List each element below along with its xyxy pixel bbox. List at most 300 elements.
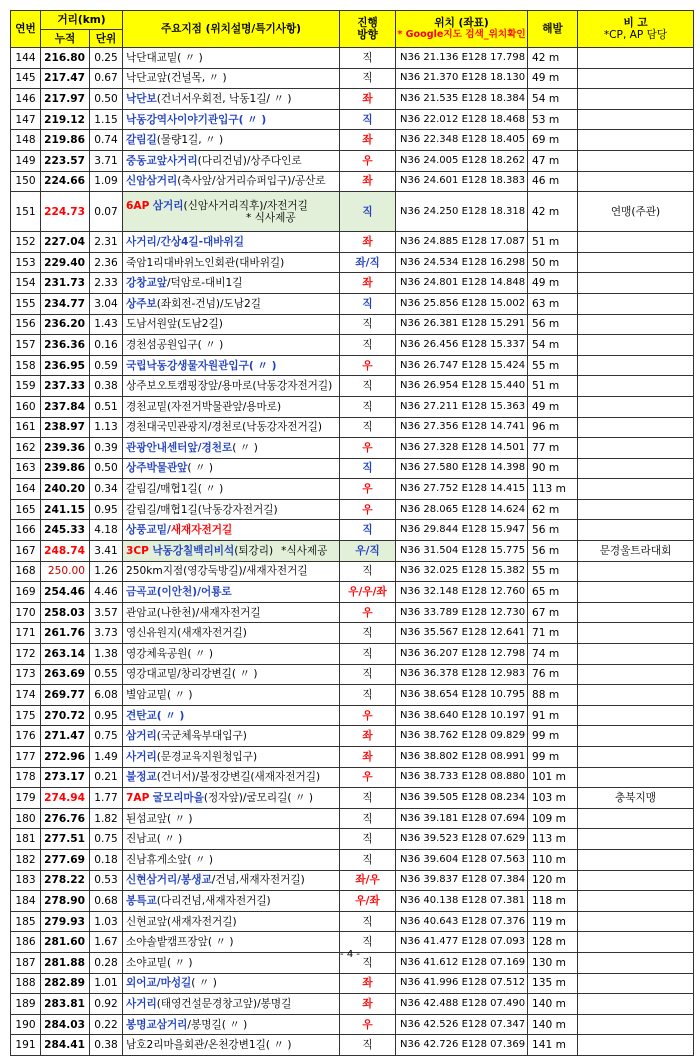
cumulative-km: 273.17 [41,767,90,788]
altitude: 113 m [528,479,578,500]
table-row [11,582,694,603]
waypoint-detail: ( 〃 ) [232,441,258,454]
remark [578,376,694,397]
segment-km: 1.09 [90,171,123,192]
header-direction-line1: 진행 [357,17,378,29]
cumulative-km: 227.04 [41,232,90,253]
waypoint-service: * 식사제공 [246,211,296,224]
segment-km: 0.28 [90,952,123,973]
waypoint-detail: 소야솔밭캠프장앞( 〃 ) [126,936,234,949]
remark [578,870,694,891]
cumulative-km: 276.76 [41,808,90,829]
header-position-sub: * Google지도 검색_위치확인 [397,29,526,40]
waypoint-detail: (신암사거리직후)/자전거길 [183,199,308,212]
direction: 우 [340,150,396,171]
row-number: 144 [11,48,41,69]
gps-coordinate: N36 38.654 E128 10.795 [396,685,528,706]
table-row [11,870,694,891]
remark [578,479,694,500]
cumulative-km: 239.36 [41,438,90,459]
cumulative-km: 279.93 [41,911,90,932]
remark [578,726,694,747]
row-number: 148 [11,130,41,151]
gps-coordinate: N36 35.567 E128 12.641 [396,623,528,644]
altitude: 49 m [528,273,578,294]
gps-coordinate: N36 21.535 E128 18.384 [396,89,528,110]
table-row [11,767,694,788]
waypoint-description [123,232,340,253]
direction: 직 [340,911,396,932]
waypoint-service: *식사제공 [281,544,328,557]
remark [578,232,694,253]
waypoint-detail: 250km지점(영강둑방길)/새재자전거길 [126,565,308,578]
waypoint-main: 봉특교 [126,894,157,907]
segment-km: 2.36 [90,252,123,273]
row-number: 175 [11,705,41,726]
cumulative-km: 239.86 [41,458,90,479]
altitude: 119 m [528,911,578,932]
waypoint-description [123,479,340,500]
header-cumulative: 누적 [41,30,90,48]
waypoint-main: 봉명교삼거리 [126,1018,188,1031]
remark [578,130,694,151]
altitude: 56 m [528,541,578,562]
segment-km: 3.73 [90,623,123,644]
altitude: 88 m [528,685,578,706]
waypoint-main: 사거리/간상4길-대바위길 [126,235,244,248]
waypoint-detail: 낙단교앞(건널목, 〃 ) [126,72,227,85]
gps-coordinate: N36 21.136 E128 17.798 [396,48,528,69]
remark [578,68,694,89]
gps-coordinate: N36 41.996 E128 07.512 [396,973,528,994]
remark [578,438,694,459]
direction: 직 [340,314,396,335]
direction: 우/우/좌 [340,582,396,603]
cumulative-km: 236.36 [41,335,90,356]
header-position [396,11,528,48]
table-row [11,726,694,747]
direction: 우 [340,355,396,376]
direction: 직 [340,829,396,850]
table-row [11,891,694,912]
row-number: 177 [11,747,41,768]
direction: 직 [340,68,396,89]
gps-coordinate: N36 31.504 E128 15.775 [396,541,528,562]
cumulative-km: 284.03 [41,1014,90,1035]
direction: 좌/우 [340,870,396,891]
segment-km: 2.33 [90,273,123,294]
waypoint-detail: /덕암로-대비1길 [166,277,243,290]
altitude: 56 m [528,314,578,335]
gps-coordinate: N36 32.025 E128 15.382 [396,561,528,582]
row-number: 170 [11,602,41,623]
row-number: 153 [11,252,41,273]
row-number: 171 [11,623,41,644]
waypoint-description [123,130,340,151]
row-number: 181 [11,829,41,850]
altitude: 55 m [528,355,578,376]
remark [578,644,694,665]
row-number: 157 [11,335,41,356]
waypoint-detail: 된섬교앞( 〃 ) [126,812,193,825]
gps-coordinate: N36 24.534 E128 16.298 [396,252,528,273]
direction: 좌 [340,232,396,253]
waypoint-description [123,458,340,479]
altitude: 140 m [528,994,578,1015]
row-number: 151 [11,192,41,232]
waypoint-main: 신현삼거리/봉생교 [126,874,212,887]
cumulative-km: 234.77 [41,293,90,314]
table-row [11,808,694,829]
waypoint-main: 갈림길 [126,134,157,147]
waypoint-main: 국립낙동강생물자원관입구( 〃 ) [126,359,277,372]
row-number: 169 [11,582,41,603]
row-number: 159 [11,376,41,397]
altitude: 141 m [528,1035,578,1056]
waypoint-detail: (물량1길, 〃 ) [156,134,224,147]
direction: 좌 [340,747,396,768]
row-number: 183 [11,870,41,891]
gps-coordinate: N36 22.012 E128 18.468 [396,109,528,130]
remark [578,582,694,603]
segment-km: 0.59 [90,355,123,376]
cumulative-km: 263.14 [41,644,90,665]
waypoint-detail: 진남교( 〃 ) [126,833,183,846]
header-unit: 단위 [90,30,123,48]
waypoint-detail: 진남휴게소앞( 〃 ) [126,853,214,866]
segment-km: 3.71 [90,150,123,171]
segment-km: 1.38 [90,644,123,665]
cumulative-km: 245.33 [41,520,90,541]
gps-coordinate: N36 26.381 E128 15.291 [396,314,528,335]
cumulative-km: 281.88 [41,952,90,973]
table-row [11,68,694,89]
altitude: 99 m [528,747,578,768]
table-row [11,1014,694,1035]
waypoint-detail: 남호2리마을회관/온천강변1길( 〃 ) [126,1039,292,1052]
gps-coordinate: N36 39.604 E128 07.563 [396,849,528,870]
segment-km: 3.41 [90,541,123,562]
altitude: 49 m [528,396,578,417]
remark [578,602,694,623]
remark: 문경울트라대회 [578,541,694,562]
table-row [11,829,694,850]
remark [578,89,694,110]
cumulative-km: 282.89 [41,973,90,994]
row-number: 172 [11,644,41,665]
remark [578,520,694,541]
waypoint-detail: (국군체육부대입구) [156,730,247,743]
header-distance: 거리(km) [41,11,123,30]
waypoint-description [123,417,340,438]
table-row [11,109,694,130]
waypoint-description [123,726,340,747]
waypoint-description [123,314,340,335]
altitude: 99 m [528,726,578,747]
segment-km: 1.82 [90,808,123,829]
gps-coordinate: N36 26.747 E128 15.424 [396,355,528,376]
waypoint-main: 낙동강역사이야기관입구( 〃 ) [126,113,267,126]
waypoint-description [123,829,340,850]
waypoint-description [123,623,340,644]
direction: 우 [340,602,396,623]
table-row [11,252,694,273]
row-number: 189 [11,994,41,1015]
altitude: 51 m [528,232,578,253]
cumulative-km: 281.60 [41,932,90,953]
segment-km: 0.67 [90,68,123,89]
waypoint-detail: 관암교(나한천)/새재자전거길 [126,606,261,619]
direction: 직 [340,561,396,582]
segment-km: 0.95 [90,705,123,726]
table-row [11,192,694,232]
altitude: 130 m [528,952,578,973]
remark [578,417,694,438]
segment-km: 0.07 [90,192,123,232]
altitude: 53 m [528,109,578,130]
altitude: 47 m [528,150,578,171]
waypoint-detail: (다리건넘,새재자전거길) [156,894,271,907]
remark [578,171,694,192]
cumulative-km: 284.41 [41,1035,90,1056]
waypoint-detail: (건너서우회전, 낙동1길/ 〃 ) [156,92,292,105]
remark [578,891,694,912]
table-row [11,664,694,685]
waypoint-main: 삼거리 [126,730,157,743]
row-number: 174 [11,685,41,706]
segment-km: 0.55 [90,664,123,685]
gps-coordinate: N36 24.601 E128 18.383 [396,171,528,192]
waypoint-main-highlight: 새재자전거길 [170,524,233,537]
segment-km: 1.01 [90,973,123,994]
waypoint-description [123,582,340,603]
header-direction [340,11,396,48]
waypoint-description [123,109,340,130]
row-number: 184 [11,891,41,912]
row-number: 178 [11,767,41,788]
direction: 직 [340,952,396,973]
waypoint-detail: (퇴강리) [234,544,274,557]
waypoint-detail: ( 〃 ) [187,462,214,475]
waypoint-detail: 별암교밑( 〃 ) [126,689,193,702]
remark [578,747,694,768]
altitude: 96 m [528,417,578,438]
header-note-sub: *CP, AP 담당 [603,29,668,41]
table-row [11,973,694,994]
altitude: 128 m [528,932,578,953]
direction: 직 [340,417,396,438]
altitude: 49 m [528,68,578,89]
direction: 우/좌 [340,891,396,912]
waypoint-description [123,89,340,110]
direction: 직 [340,808,396,829]
header-no: 연번 [11,11,41,48]
waypoint-description [123,602,340,623]
row-number: 152 [11,232,41,253]
row-number: 186 [11,932,41,953]
altitude: 56 m [528,520,578,541]
direction: 직 [340,48,396,69]
row-number: 145 [11,68,41,89]
cumulative-km: 217.97 [41,89,90,110]
table-row [11,1035,694,1056]
remark [578,685,694,706]
direction: 좌/직 [340,252,396,273]
waypoint-detail: 죽암1리대바위노인회관(대바위길) [126,256,285,269]
direction: 좌 [340,994,396,1015]
waypoint-detail: (문경교육지원청입구) [156,750,258,763]
altitude: 77 m [528,438,578,459]
row-number: 164 [11,479,41,500]
cumulative-km: 237.33 [41,376,90,397]
waypoint-detail: 상주보오토캠핑장앞/용마로(낙동강자전거길) [126,380,333,393]
direction: 직 [340,788,396,809]
direction: 직 [340,932,396,953]
waypoint-description [123,396,340,417]
row-number: 149 [11,150,41,171]
segment-km: 0.95 [90,499,123,520]
table-row [11,788,694,809]
row-number: 166 [11,520,41,541]
row-number: 173 [11,664,41,685]
waypoint-description [123,1014,340,1035]
altitude: 65 m [528,582,578,603]
altitude: 120 m [528,870,578,891]
gps-coordinate: N36 33.789 E128 12.730 [396,602,528,623]
gps-coordinate: N36 22.348 E128 18.405 [396,130,528,151]
segment-km: 0.75 [90,726,123,747]
table-row [11,438,694,459]
remark [578,849,694,870]
cumulative-km: 219.86 [41,130,90,151]
waypoint-detail: 경천섬공원입구( 〃 ) [126,338,224,351]
waypoint-main: 신암삼거리 [126,175,178,188]
direction: 좌 [340,171,396,192]
altitude: 50 m [528,252,578,273]
cumulative-km: 240.20 [41,479,90,500]
waypoint-main: 상풍교밑/ [126,524,171,537]
cumulative-km: 224.66 [41,171,90,192]
cumulative-km: 270.72 [41,705,90,726]
waypoint-description [123,335,340,356]
cumulative-km: 231.73 [41,273,90,294]
row-number: 187 [11,952,41,973]
segment-km: 1.03 [90,911,123,932]
direction: 직 [340,376,396,397]
direction: 우 [340,479,396,500]
row-number: 167 [11,541,41,562]
gps-coordinate: N36 27.356 E128 14.741 [396,417,528,438]
row-number: 165 [11,499,41,520]
segment-km: 1.77 [90,788,123,809]
altitude: 91 m [528,705,578,726]
segment-km: 1.13 [90,417,123,438]
cumulative-km: 278.22 [41,870,90,891]
remark: 연맹(주관) [578,192,694,232]
table-row [11,293,694,314]
segment-km: 1.15 [90,109,123,130]
waypoint-description [123,747,340,768]
table-row [11,458,694,479]
cumulative-km: 283.81 [41,994,90,1015]
table-row [11,232,694,253]
altitude: 69 m [528,130,578,151]
direction: 직 [340,685,396,706]
row-number: 158 [11,355,41,376]
segment-km: 3.04 [90,293,123,314]
remark [578,973,694,994]
direction: 직 [340,458,396,479]
remark [578,458,694,479]
gps-coordinate: N36 38.640 E128 10.197 [396,705,528,726]
altitude: 135 m [528,973,578,994]
direction: 우 [340,438,396,459]
waypoint-description [123,644,340,665]
cumulative-km: 254.46 [41,582,90,603]
table-row [11,48,694,69]
waypoint-description [123,767,340,788]
row-number: 185 [11,911,41,932]
waypoint-main: 사거리 [126,997,157,1010]
table-row [11,314,694,335]
checkpoint-label: 7AP [126,791,150,804]
waypoint-main: 상주박물관앞 [126,462,188,475]
gps-coordinate: N36 24.250 E128 18.318 [396,192,528,232]
gps-coordinate: N36 26.954 E128 15.440 [396,376,528,397]
table-row [11,499,694,520]
remark [578,314,694,335]
gps-coordinate: N36 36.207 E128 12.798 [396,644,528,665]
altitude: 74 m [528,644,578,665]
gps-coordinate: N36 38.762 E128 09.829 [396,726,528,747]
gps-coordinate: N36 24.005 E128 18.262 [396,150,528,171]
direction: 직 [340,623,396,644]
cumulative-km: 271.47 [41,726,90,747]
gps-coordinate: N36 32.148 E128 12.760 [396,582,528,603]
direction: 좌 [340,273,396,294]
table-row [11,150,694,171]
header-altitude: 해발 [528,11,578,48]
table-row [11,479,694,500]
cumulative-km: 223.57 [41,150,90,171]
cumulative-km: 236.95 [41,355,90,376]
remark [578,335,694,356]
segment-km: 0.74 [90,130,123,151]
altitude: 113 m [528,829,578,850]
altitude: 76 m [528,664,578,685]
direction: 우 [340,767,396,788]
gps-coordinate: N36 21.370 E128 18.130 [396,68,528,89]
waypoint-main: 견탄교( 〃 ) [126,709,185,722]
row-number: 168 [11,561,41,582]
remark [578,767,694,788]
altitude: 118 m [528,891,578,912]
table-row [11,705,694,726]
cumulative-km: 238.97 [41,417,90,438]
table-row [11,520,694,541]
altitude: 51 m [528,376,578,397]
direction: 좌 [340,973,396,994]
waypoint-detail: 영강체육공원( 〃 ) [126,647,214,660]
table-row [11,355,694,376]
row-number: 180 [11,808,41,829]
waypoint-description [123,48,340,69]
remark [578,150,694,171]
direction: 우 [340,499,396,520]
altitude: 54 m [528,335,578,356]
cumulative-km: 269.77 [41,685,90,706]
cumulative-km: 216.80 [41,48,90,69]
